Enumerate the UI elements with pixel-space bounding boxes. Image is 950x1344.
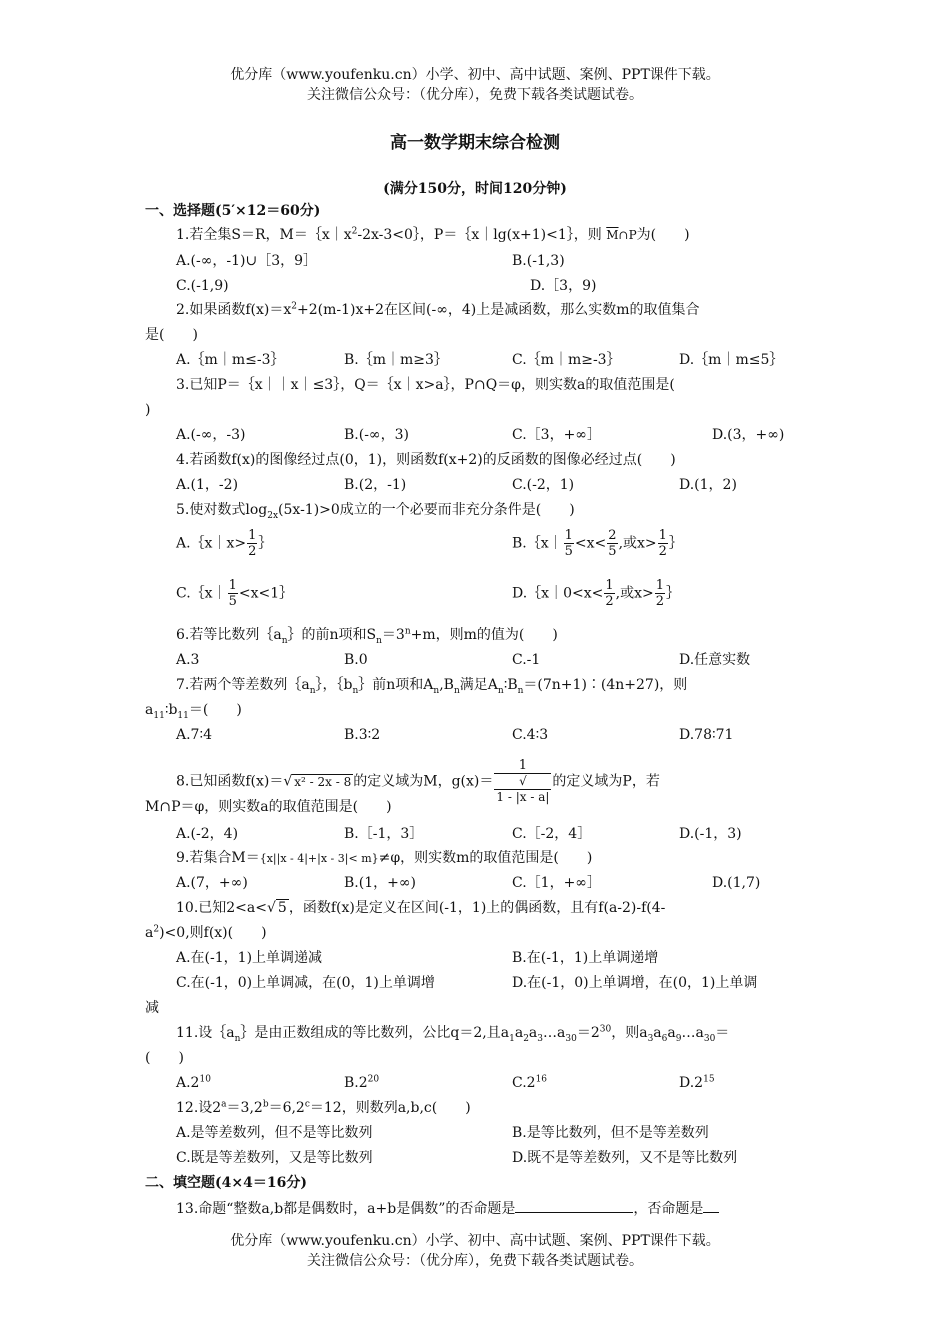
question-12-option-c: C.既是等差数列，又是等比数列 (176, 1150, 373, 1166)
question-3-stem: 3.已知P＝｛x｜｜x｜≤3｝，Q＝｛x｜x>a｝，P∩Q＝φ，则实数a的取值范围是( (176, 377, 675, 393)
question-6-option-c: C.-1 (512, 652, 541, 668)
question-12-option-b: B.是等比数列，但不是等差数列 (512, 1125, 709, 1141)
footer-line-2: 关注微信公众号：（优分库），免费下载各类试题试卷。 (307, 1253, 643, 1269)
question-3-option-d: D.(3，+∞) (712, 427, 785, 443)
question-1-stem: 1.若全集S＝R，$M=\{x|x^2-2x-3<0\}$，P＝｛x｜lg(x+1)<1｝，则 $\overline{M}\cap P$为( ) (176, 226, 690, 243)
question-4-stem: 4.若函数f(x)的图像经过点(0，1)，则函数f(x+2)的反函数的图像必经过点( ) (176, 452, 676, 468)
question-9-stem: 9.若集合M＝{x||x - 4|+|x - 3|< m}≠φ，则实数m的取值范围是( ) (176, 850, 593, 866)
question-13-stem: 13.命题“整数a,b都是偶数时，a+b是偶数”的否命题是 ，否命题是 (176, 1198, 719, 1219)
question-2-option-d: D.｛m｜m≤5｝ (679, 352, 784, 368)
question-8-option-c: C.［-2，4］ (512, 826, 592, 842)
footer-line-1: 优分库（www.youfenku.cn）小学、初中、高中试题、案例、PPT课件下载。 (230, 1233, 720, 1249)
question-6-stem: 6.若等比数列$\{a_n\}$的前n项和$S_n=3^n+m$，则m的值为( ) (176, 626, 558, 646)
question-3-option-c: C.［3，+∞］ (512, 427, 601, 443)
answer-blank[interactable] (515, 1198, 633, 1213)
question-12-stem: 12.设$2^a=3,2^b=6,2^c=12$，则数列a,b,c( ) (176, 1099, 471, 1116)
question-4-option-c: C.(-2，1) (512, 477, 575, 493)
question-7-stem: 7.若两个等差数列$\{a_n\}$，$\{b_n\}$前n项和$A_n,B_n$满足$A_n∶B_n=(7n+1)∶(4n+27)$，则 (176, 677, 688, 696)
question-7-stem-cont: $a_{11}∶b_{11}=$( ) (145, 702, 242, 721)
question-10-option-b: B.在(-1，1)上单调递增 (512, 950, 659, 966)
question-10-stem: 10.已知2<a<√ 5 ，函数f(x)是定义在区间(-1，1)上的偶函数，且有f(a-2)-f(4- (176, 900, 666, 916)
question-9-option-c: C.［1，+∞］ (512, 875, 601, 891)
question-1-option-d: D.［3，9) (530, 278, 597, 294)
question-2-stem: 2.如果函数$f(x)=x^2+2(m-1)x+2$在区间(-∞，4)上是减函数，那么实数m的取值集合 (176, 301, 700, 318)
question-4-option-b: B.(2，-1) (344, 477, 407, 493)
question-7-option-a: A.7∶4 (176, 727, 213, 743)
header-line-1: 优分库（www.youfenku.cn）小学、初中、高中试题、案例、PPT课件下载。 (230, 67, 720, 83)
answer-blank[interactable] (703, 1198, 719, 1213)
question-7-option-b: B.3∶2 (344, 727, 381, 743)
question-8-option-a: A.(-2，4) (176, 826, 239, 842)
question-8-option-b: B.［-1，3］ (344, 826, 424, 842)
question-6-option-d: D.任意实数 (679, 652, 751, 668)
question-5-option-d: D.｛x｜0<x< $\frac{1}{2}$ ,或x> $\frac{1}{2}$ ｝ (512, 578, 680, 609)
question-11-option-c: $C.2^{16}$ (512, 1074, 548, 1091)
question-11-stem-cont: ( ) (145, 1050, 184, 1066)
question-12-option-a: A.是等差数列，但不是等比数列 (176, 1125, 373, 1141)
question-11-option-a: $A.2^{10}$ (176, 1074, 211, 1091)
question-2-option-b: B.｛m｜m≥3｝ (344, 352, 448, 368)
section-heading-choice: 一、选择题(5′×12＝60分) (145, 203, 321, 219)
header-line-2: 关注微信公众号：（优分库），免费下载各类试题试卷。 (307, 87, 643, 103)
question-11-stem: 11.设$\{a_n\}$是由正数组成的等比数列，公比q＝2,且$a_1a_2a_3\dots a_{30}=2^{30}$，则$a_3a_6a_9\dots a_{30}=$ (176, 1024, 730, 1044)
question-4-option-d: D.(1，2) (679, 477, 737, 493)
question-3-stem-cont: ) (145, 402, 151, 418)
question-10-option-c: C.在(-1，0)上单调减，在(0，1)上单调增 (176, 975, 435, 991)
question-8-stem-cont: M∩P＝φ，则实数a的取值范围是( ) (145, 799, 392, 815)
question-8-stem: 8.已知函数f(x)＝√ x² - 2x - 8 的定义域为M，g(x)＝ 1 √ 1 - |x - a| 的定义域为P，若 (176, 758, 660, 804)
question-4-option-a: A.(1，-2) (176, 477, 239, 493)
page-title: 高一数学期末综合检测 (390, 133, 560, 153)
question-11-option-d: $D.2^{15}$ (679, 1074, 715, 1091)
question-5-stem: 5.使对数式$\log_{2x}(5x-1)>0$成立的一个必要而非充分条件是( ) (176, 502, 575, 521)
question-3-option-b: B.(-∞，3) (344, 427, 409, 443)
question-11-option-b: $B.2^{20}$ (344, 1074, 380, 1091)
question-10-option-d-cont: 减 (145, 1000, 159, 1016)
question-3-option-a: A.(-∞，-3) (176, 427, 246, 443)
question-2-option-c: C.｛m｜m≥-3｝ (512, 352, 621, 368)
question-2-option-a: A.｛m｜m≤-3｝ (176, 352, 285, 368)
question-9-option-d: D.(1,7) (712, 875, 761, 891)
question-6-option-b: B.0 (344, 652, 368, 668)
section-heading-fill: 二、填空题(4×4＝16分) (145, 1175, 307, 1191)
question-6-option-a: A.3 (176, 652, 200, 668)
question-1-option-b: B.(-1,3) (512, 253, 565, 269)
question-5-option-a: A.｛x｜x> $\frac{1}{2}$ ｝ (176, 528, 273, 559)
question-7-option-c: C.4∶3 (512, 727, 549, 743)
question-2-stem-cont: 是( ) (145, 327, 198, 343)
question-9-option-a: A.(7，+∞) (176, 875, 248, 891)
page-subtitle: (满分150分，时间120分钟) (383, 181, 567, 197)
question-10-option-a: A.在(-1，1)上单调递减 (176, 950, 323, 966)
question-1-option-c: C.(-1,9) (176, 278, 229, 294)
question-8-option-d: D.(-1，3) (679, 826, 742, 842)
question-7-option-d: D.78∶71 (679, 727, 734, 743)
question-10-stem-cont: $a^2)<0$,则f(x)( ) (145, 924, 267, 941)
question-5-option-b: B.｛x｜ $\frac{1}{5}$ <x< $\frac{2}{5}$ ,或x> $\frac{1}{2}$ ｝ (512, 528, 683, 559)
question-12-option-d: D.既不是等差数列，又不是等比数列 (512, 1150, 738, 1166)
question-10-option-d: D.在(-1，0)上单调增，在(0，1)上单调 (512, 975, 758, 991)
question-5-option-c: C.｛x｜ $\frac{1}{5}$ <x<1｝ (176, 578, 294, 609)
question-1-option-a: A.(-∞，-1)∪［3，9］ (176, 253, 318, 269)
question-9-option-b: B.(1，+∞) (344, 875, 416, 891)
